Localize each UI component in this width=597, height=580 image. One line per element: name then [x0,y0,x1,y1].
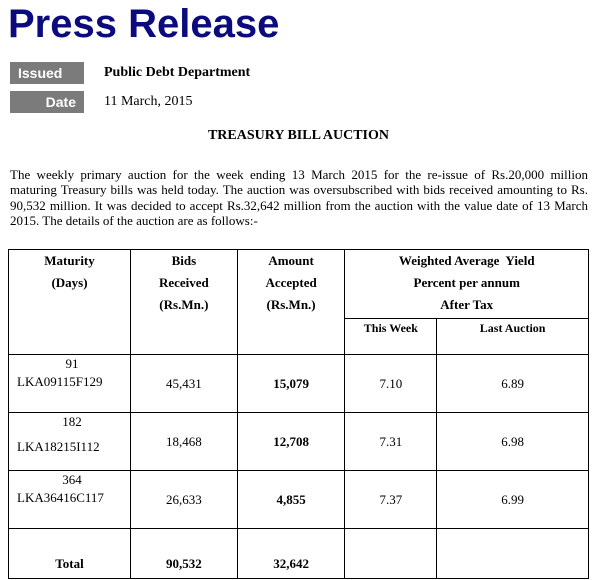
bids-cell: 18,468 [130,413,237,471]
yield-header-line1: Weighted Average Yield [398,253,535,268]
maturity-cell [9,413,131,471]
auction-results-table [8,249,589,579]
body-paragraph: The weekly primary auction for the week ending 13 March 2015 for the re-issue of Rs.20,000 million maturing Treasury bills was held today. The auction was oversubscribed with bids received amounting to Rs. 90,532 million. It was decided to accept Rs.32,642 million from the auction with the value date of 13 March 2015. The details of the auction are as follows:- [10,167,588,228]
table-row [9,471,589,529]
date-label: Date [10,91,84,113]
accepted-cell: 15,079 [237,355,345,413]
table-header-row [9,250,589,319]
total-bids: 90,532 [130,529,237,579]
table-row [9,355,589,413]
amount-header [237,250,345,355]
isin-code: LKA36416C117 [17,490,104,505]
yield-header-line3: After Tax [440,297,494,312]
total-this-week-empty [345,529,437,579]
amount-header-line1: Amount [268,253,314,268]
maturity-cell [9,471,131,529]
document-subject: TREASURY BILL AUCTION [207,128,390,143]
maturity-header-line2: (Days) [51,275,88,290]
bids-header-line1: Bids [171,253,197,268]
total-accepted: 32,642 [237,529,345,579]
date-value: 11 March, 2015 [104,94,193,109]
maturity-days: 91 [65,356,79,371]
total-label: Total [9,529,131,579]
maturity-days: 182 [62,414,82,429]
isin-code: LKA09115F129 [17,374,103,389]
this-week-cell: 7.10 [345,355,437,413]
last-auction-header: Last Auction [437,319,589,355]
issued-by-label: Issued [10,62,84,84]
bids-header-line3: (Rs.Mn.) [159,297,209,312]
isin-code: LKA18215I112 [17,439,100,454]
this-week-header: This Week [345,319,437,355]
accepted-cell: 12,708 [237,413,345,471]
maturity-days: 364 [62,472,82,487]
yield-header [345,250,589,319]
last-auction-cell: 6.98 [437,413,589,471]
last-auction-cell: 6.99 [437,471,589,529]
maturity-header-line1: Maturity [44,253,95,268]
total-last-auction-empty [437,529,589,579]
issued-by-value: Public Debt Department [104,65,251,80]
bids-header-line2: Received [158,275,209,290]
maturity-cell [9,355,131,413]
bids-header [130,250,237,355]
this-week-cell: 7.31 [345,413,437,471]
bids-cell: 26,633 [130,471,237,529]
maturity-header [9,250,131,355]
this-week-cell: 7.37 [345,471,437,529]
page-title: Press Release [8,2,280,46]
bids-cell: 45,431 [130,355,237,413]
yield-header-line2: Percent per annum [413,275,520,290]
total-row [9,529,589,579]
amount-header-line2: Accepted [265,275,317,290]
amount-header-line3: (Rs.Mn.) [266,297,316,312]
accepted-cell: 4,855 [237,471,345,529]
last-auction-cell: 6.89 [437,355,589,413]
table-row [9,413,589,471]
